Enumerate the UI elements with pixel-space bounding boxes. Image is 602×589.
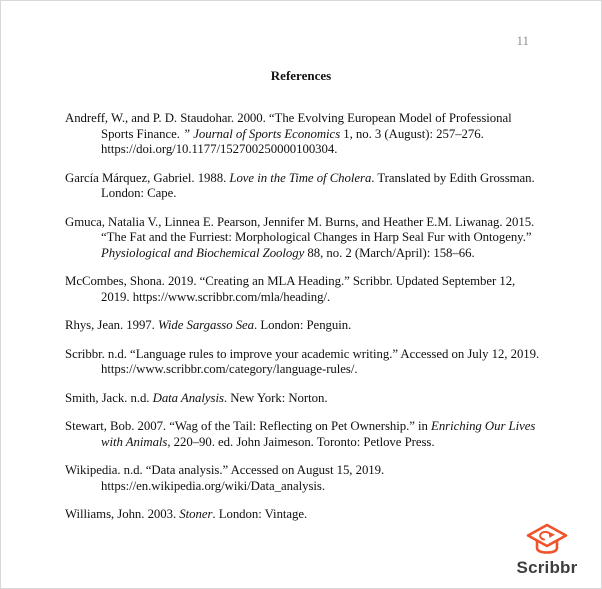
reference-italic-title: Love in the Time of Cholera bbox=[229, 170, 372, 185]
reference-text: , 220–90. ed. John Jaimeson. Toronto: Petlove Press. bbox=[167, 434, 435, 449]
reference-text: . London: Penguin. bbox=[254, 318, 352, 332]
reference-text: . London: Vintage. bbox=[212, 507, 308, 521]
reference-entry bbox=[65, 507, 541, 523]
reference-text: Williams, John. 2003. bbox=[65, 507, 180, 521]
reference-text: Smith, Jack. n.d. bbox=[65, 390, 153, 405]
reference-text: Gmuca, Natalia V., Linnea E. Pearson, Jennifer M. Burns, and Heather E.M. Liwanag. 2015. “The Fat and the Furriest: Morphological Changes in Harp Seal Fur with Ontogeny.” bbox=[65, 214, 535, 244]
reference-text: Andreff, W., and P. D. Staudohar. 2000. “The Evolving European Model of Professional Sports Finance. bbox=[65, 111, 512, 141]
reference-italic-title: ” Journal of Sports Economics bbox=[183, 126, 341, 141]
scribbr-logo bbox=[505, 523, 589, 578]
reference-text: . Translated by Edith Grossman. London: Cape. bbox=[101, 170, 535, 200]
reference-entry bbox=[65, 111, 541, 158]
reference-italic-title: Data Analysis bbox=[152, 390, 224, 405]
reference-entry bbox=[65, 274, 541, 305]
reference-italic-title: Stoner bbox=[179, 507, 213, 521]
reference-text: Stewart, Bob. 2007. “Wag of the Tail: Reflecting on Pet Ownership.” in bbox=[65, 419, 432, 433]
reference-entry bbox=[65, 391, 541, 407]
references-list bbox=[65, 111, 541, 536]
reference-text: . New York: Norton. bbox=[223, 390, 328, 405]
reference-entry bbox=[65, 171, 541, 202]
reference-italic-title: Physiological and Biochemical Zoology bbox=[101, 245, 305, 260]
reference-entry bbox=[65, 215, 541, 262]
page-title: References bbox=[270, 68, 332, 83]
reference-entry bbox=[65, 318, 541, 334]
reference-italic-title: Enriching Our Lives with Animals bbox=[101, 419, 536, 449]
reference-text: Wikipedia. n.d. “Data analysis.” Accessed on August 15, 2019. https://en.wikipedia.org/wiki/Data_analysis. bbox=[65, 463, 385, 493]
reference-entry bbox=[65, 463, 541, 494]
reference-text: Rhys, Jean. 1997. bbox=[65, 318, 158, 332]
reference-italic-title: Wide Sargasso Sea bbox=[157, 318, 255, 332]
reference-text: García Márquez, Gabriel. 1988. bbox=[65, 170, 230, 185]
graduation-cap-icon bbox=[524, 523, 570, 557]
page-number: 11 bbox=[516, 33, 529, 48]
reference-text: 88, no. 2 (March/April): 158–66. bbox=[304, 245, 475, 260]
reference-entry bbox=[65, 419, 541, 450]
logo-wordmark: Scribbr bbox=[516, 558, 578, 577]
reference-text: Scribbr. n.d. “Language rules to improve your academic writing.” Accessed on July 12, 2019. https://www.scribbr.com/category/language-rules/. bbox=[65, 346, 540, 376]
reference-text: 1, no. 3 (August): 257–276. https://doi.org/10.1177/152700250000100304. bbox=[101, 126, 484, 156]
reference-entry bbox=[65, 347, 541, 378]
reference-text: McCombes, Shona. 2019. “Creating an MLA Heading.” Scribbr. Updated September 12, 2019. https://www.scribbr.com/mla/heading/. bbox=[65, 274, 516, 304]
